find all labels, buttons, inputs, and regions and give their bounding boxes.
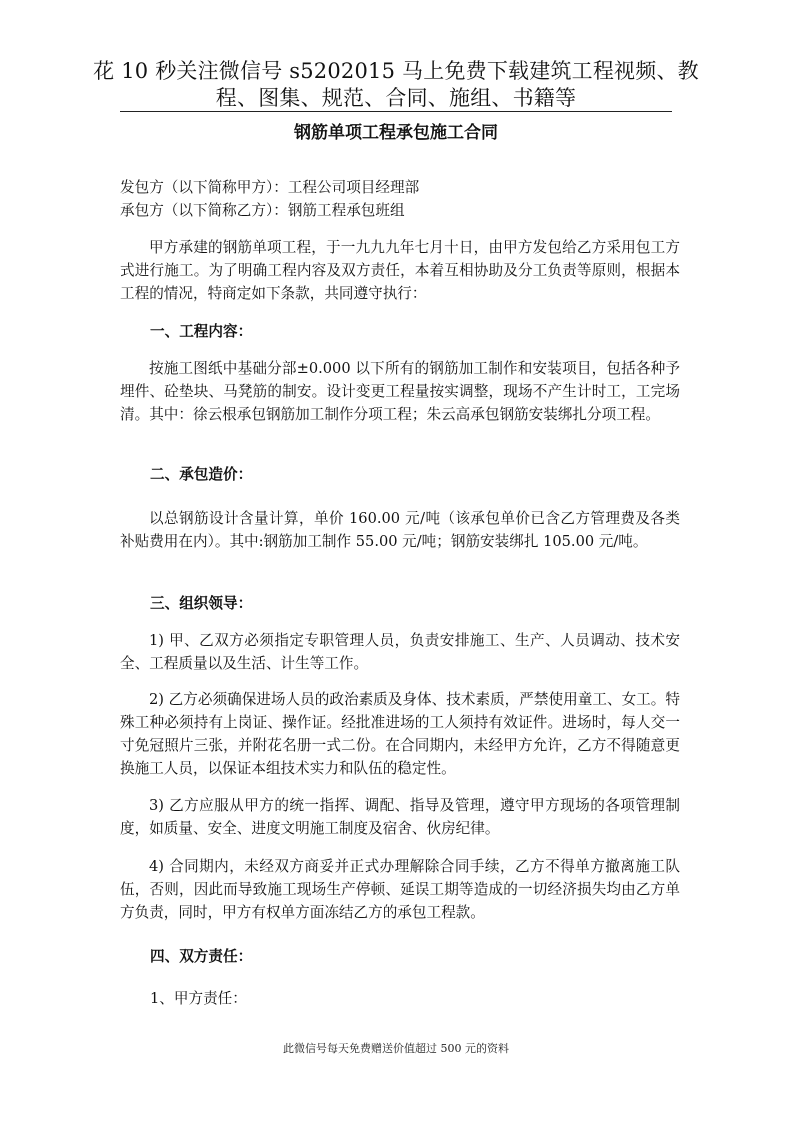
organization-paragraph-2: 2) 乙方必须确保进场人员的政治素质及身体、技术素质，严禁使用童工、女工。特殊工种必须持有上岗证、操作证。经批准进场的工人须持有效证件。进场时，每人交一寸免冠照片三张，并附花名册一式二份。在合同期内，未经甲方允许，乙方不得随意更换施工人员，以保证本组技术实力和队伍的稳定性。 — [120, 691, 680, 777]
organization-paragraph-4: 4) 合同期内，未经双方商妥并正式办理解除合同手续，乙方不得单方撤离施工队伍，否则，因此而导致施工现场生产停顿、延误工期等造成的一切经济损失均由乙方单方负责，同时，甲方有权单方面冻结乙方的承包工程款。 — [120, 858, 680, 921]
promo-header — [90, 58, 702, 112]
section-heading-scope: 一、工程内容： — [150, 323, 253, 340]
party-a-line: 发包方（以下简称甲方）：工程公司项目经理部 — [120, 179, 420, 196]
scope-paragraph: 按施工图纸中基础分部±0.000 以下所有的钢筋加工制作和安装项目，包括各种予埋件、砼垫块、马凳筋的制安。设计变更工程量按实调整，现场不产生计时工，工完场清。其中：徐云根承包钢筋加工制作分项工程；朱云高承包钢筋安装绑扎分项工程。 — [120, 360, 680, 423]
party-a-responsibility-label: 1、甲方责任： — [150, 990, 247, 1007]
promo-footer: 此微信号每天免费赠送价值超过 500 元的资料 — [283, 1042, 509, 1055]
party-b-line: 承包方（以下简称乙方）：钢筋工程承包班组 — [120, 202, 405, 219]
section-heading-organization: 三、组织领导： — [150, 595, 253, 612]
section-heading-responsibilities: 四、双方责任： — [150, 948, 253, 965]
section-heading-price: 二、承包造价： — [150, 466, 253, 483]
contract-title: 钢筋单项工程承包施工合同 — [294, 123, 498, 143]
price-paragraph: 以总钢筋设计含量计算，单价 160.00 元/吨（该承包单价已含乙方管理费及各类补贴费用在内）。其中:钢筋加工制作 55.00 元/吨；钢筋安装绑扎 105.00 元/吨。 — [120, 510, 680, 550]
promo-header-line-1: 花 10 秒关注微信号 s5202015 马上免费下载建筑工程视频、教 — [93, 59, 699, 83]
intro-paragraph: 甲方承建的钢筋单项工程，于一九九九年七月十日，由甲方发包给乙方采用包工方式进行施工。为了明确工程内容及双方责任，本着互相协助及分工负责等原则，根据本工程的情况，特商定如下条款，共同遵守执行： — [120, 239, 680, 302]
organization-paragraph-1: 1) 甲、乙双方必须指定专职管理人员，负责安排施工、生产、人员调动、技术安全、工程质量以及生活、计生等工作。 — [120, 632, 680, 672]
header-divider — [120, 111, 672, 112]
promo-header-line-2: 程、图集、规范、合同、施组、书籍等 — [215, 86, 577, 110]
organization-paragraph-3: 3) 乙方应服从甲方的统一指挥、调配、指导及管理，遵守甲方现场的各项管理制度，如质量、安全、进度文明施工制度及宿舍、伙房纪律。 — [120, 797, 680, 837]
